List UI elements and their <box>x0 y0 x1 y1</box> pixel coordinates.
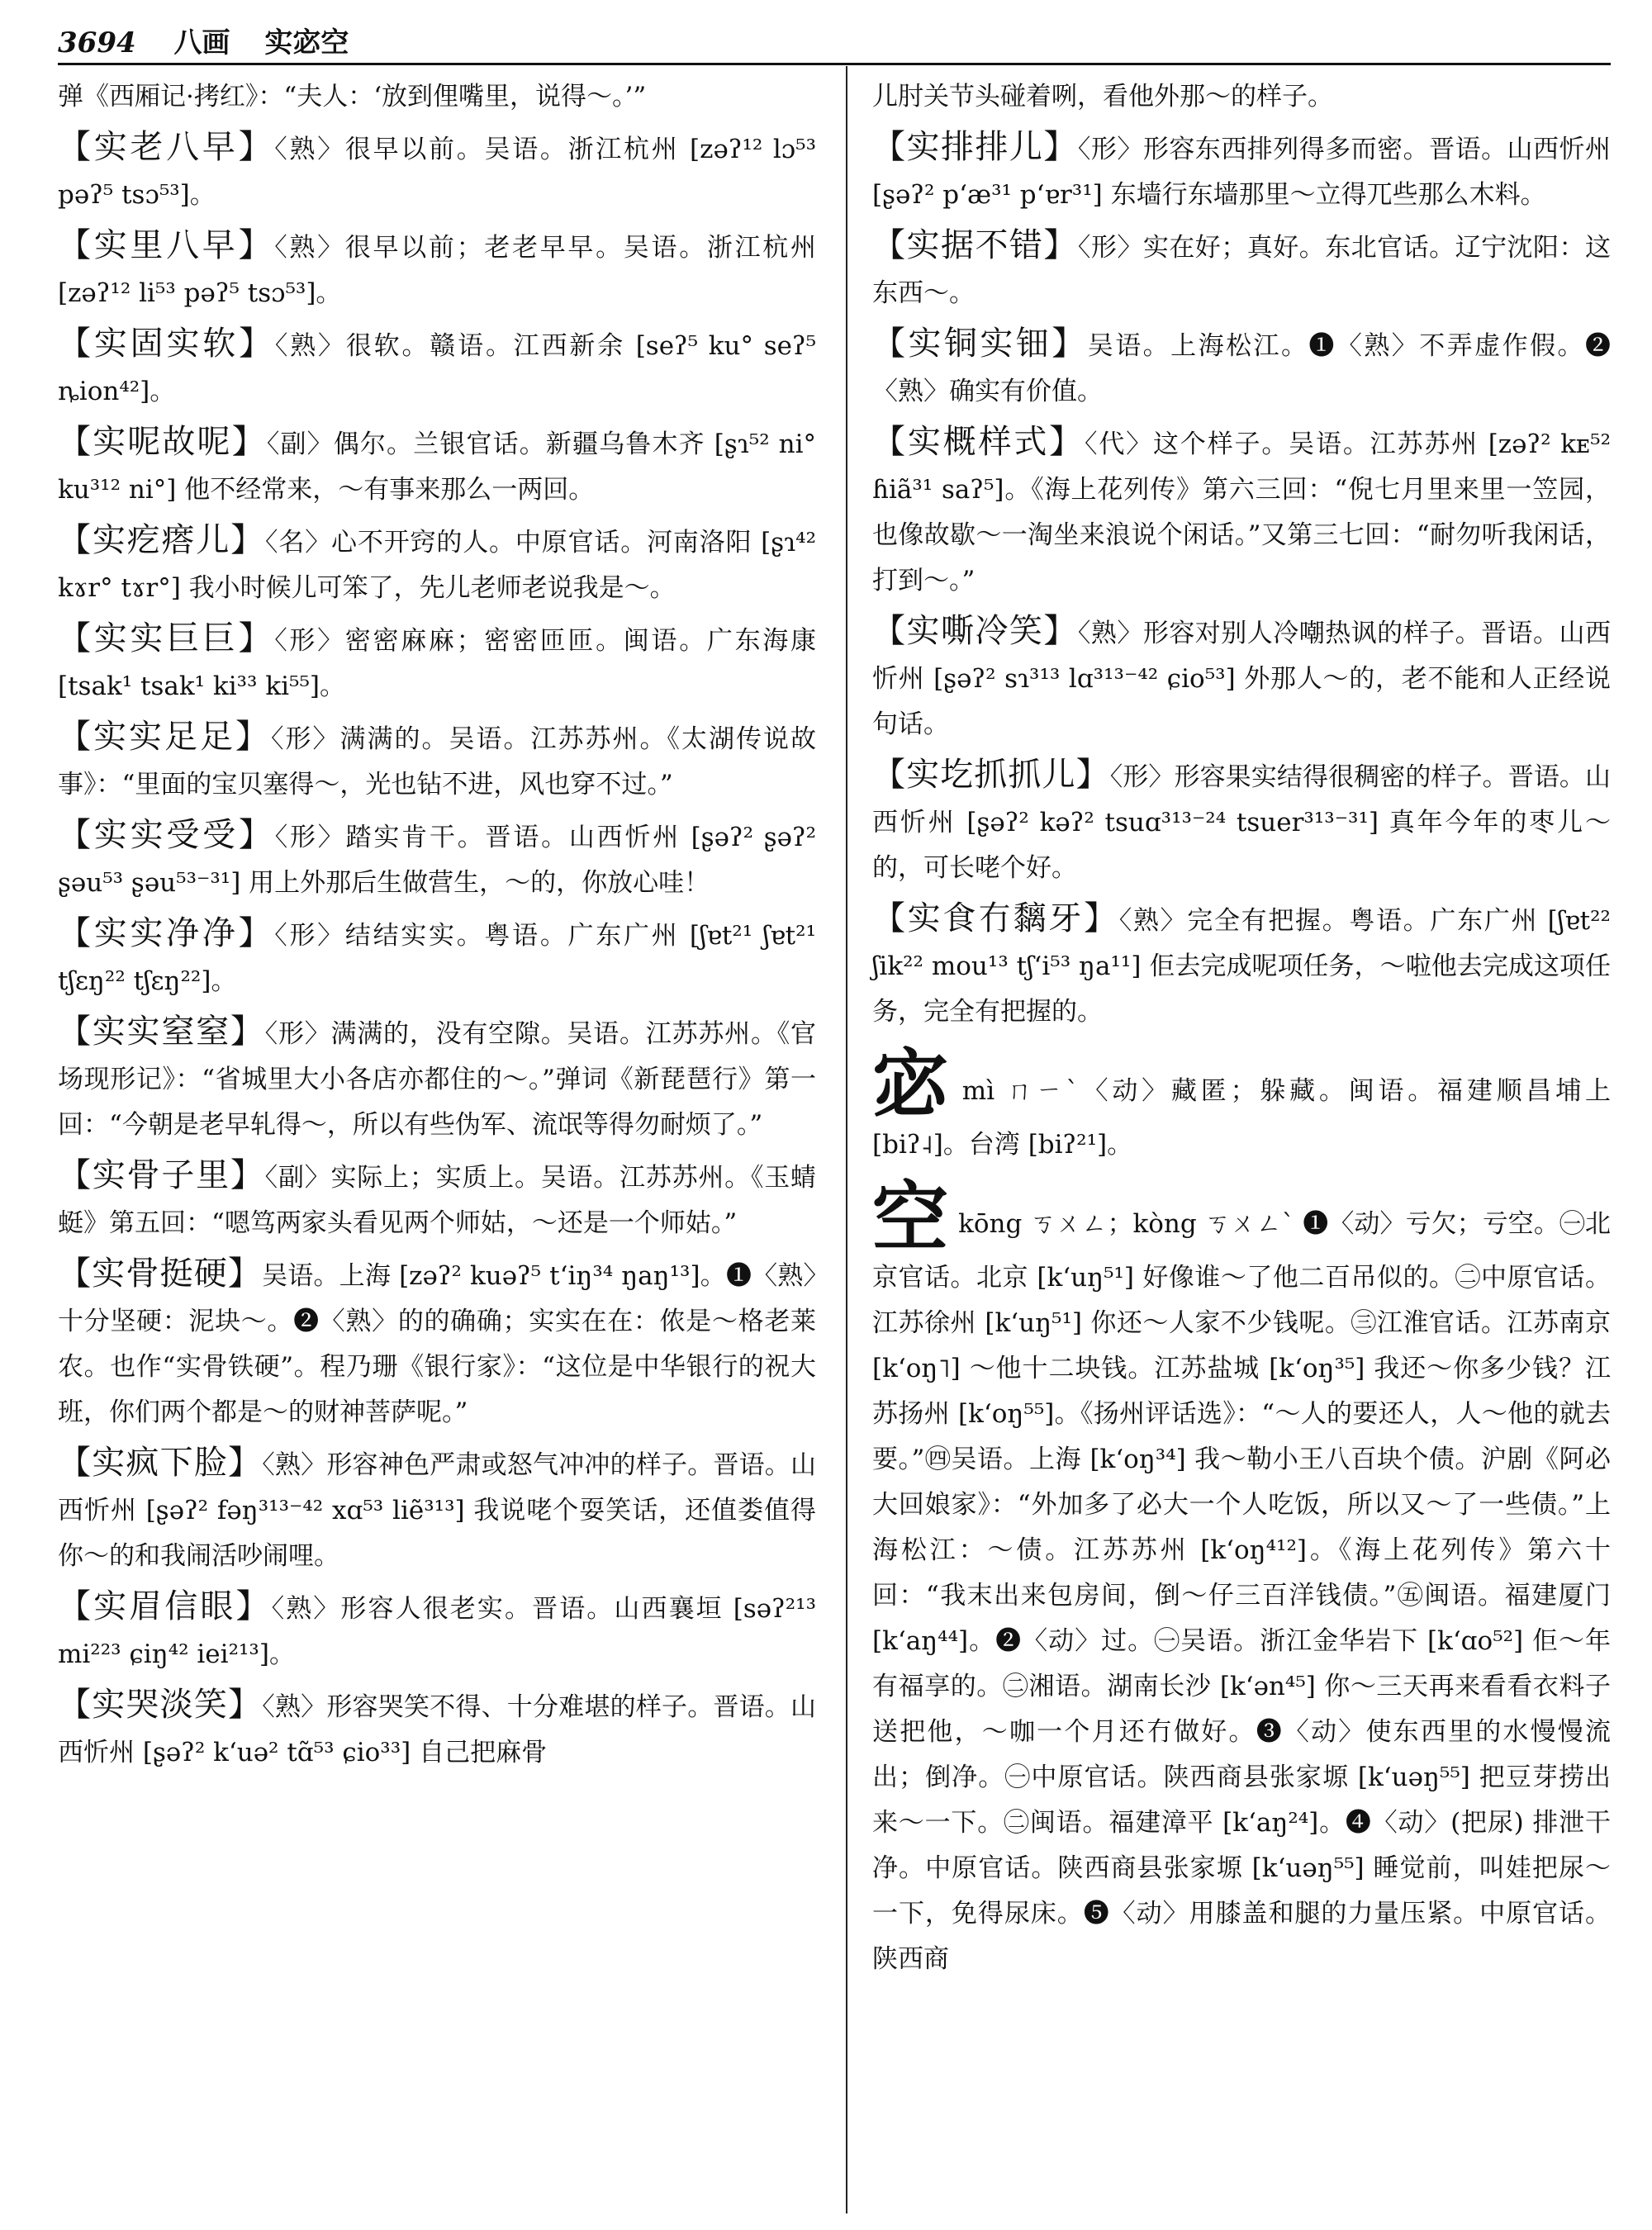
entry-headword: 【实疯下脸】 <box>58 1444 263 1482</box>
entry-continuation <box>872 74 1611 120</box>
entry-headword: 【实眉信眼】 <box>58 1587 272 1625</box>
entry-headword: 【实嘶冷笑】 <box>872 612 1078 650</box>
entry-headword: 【实呢故呢】 <box>58 423 267 461</box>
entry <box>58 223 816 316</box>
entry <box>58 911 816 1004</box>
entry <box>872 420 1611 604</box>
entry-headword: 【实骨挺硬】 <box>58 1255 263 1293</box>
entry-headword: 【实哭淡笑】 <box>58 1686 263 1724</box>
entry-text: 〈熟〉很早以前；老老早早。吴语。浙江杭州 [zəʔ¹² li⁵³ pəʔ⁵ tsɔ⁵³]。 <box>58 233 817 308</box>
entry <box>58 616 816 709</box>
entry <box>872 752 1611 891</box>
entry <box>872 321 1611 415</box>
entry-headword: 【实食冇黐牙】 <box>872 899 1119 937</box>
entry <box>872 609 1611 747</box>
entry-text: 〈熟〉很软。赣语。江西新余 [seʔ⁵ ku° seʔ⁵ ȵion⁴²]。 <box>58 331 816 406</box>
entry-headword: 【实圪抓抓儿】 <box>872 756 1110 794</box>
entry-text: 〈形〉满满的，没有空隙。吴语。江苏苏州。《官场现形记》：“省城里大小各店亦都住的～。”弹词《新琵琶行》第一回：“今朝是老早轧得～，所以有些伪军、流氓等得勿耐烦了。” <box>58 1019 817 1140</box>
entry <box>58 125 816 218</box>
entry-text: 〈熟〉很早以前。吴语。浙江杭州 [zəʔ¹² lɔ⁵³ pəʔ⁵ tsɔ⁵³]。 <box>58 135 816 210</box>
column-divider <box>846 66 847 2213</box>
right-column <box>872 74 1611 1992</box>
entry-headword: 【实里八早】 <box>58 226 275 264</box>
entry-headword: 【实骨子里】 <box>58 1156 265 1194</box>
entry-text: 〈形〉踏实肯干。晋语。山西忻州 [ʂəʔ² ʂəʔ² ʂəu⁵³ ʂəu⁵³⁻³¹] 用上外那后生做营生，～的，你放心哇！ <box>58 823 817 898</box>
char-headword: 空 <box>872 1173 949 1262</box>
entry-headword: 【实实净净】 <box>58 914 275 952</box>
entry-headword: 【实实受受】 <box>58 816 275 854</box>
entry-text: 〈熟〉形容哭笑不得、十分难堪的样子。晋语。山西忻州 [ʂəʔ² kʻuə² tɑ̃⁵³ ɕio³³] 自己把麻骨 <box>58 1692 817 1767</box>
entry <box>58 1584 816 1677</box>
entry-text: 吴语。上海 [zəʔ² kuəʔ⁵ tʻiŋ³⁴ ŋaŋ¹³]。❶〈熟〉十分坚硬：泥块～。❷〈熟〉的的确确；实实在在：侬是～格老莱农。也作“实骨铁硬”。程乃珊《银行家》：“这位是中华银行的祝大班，你们两个都是～的财神菩萨呢。” <box>58 1261 817 1427</box>
entry-text: 〈形〉密密麻麻；密密匝匝。闽语。广东海康 [tsak¹ tsak¹ ki³³ ki⁵⁵]。 <box>58 626 817 701</box>
entry <box>872 896 1611 1035</box>
entry <box>58 1440 816 1579</box>
page-number: 3694 <box>58 26 136 59</box>
entry-text: 〈熟〉形容对别人冷嘲热讽的样子。晋语。山西忻州 [ʂəʔ² sɿ³¹³ lɑ³¹³⁻⁴² ɕio⁵³] 外那人～的，老不能和人正经说句话。 <box>872 619 1612 739</box>
entry-text: 〈熟〉完全有把握。粤语。广东广州 [ʃɐt²² ʃik²² mou¹³ tʃʻi⁵³ ŋa¹¹] 佢去完成呢项任务，～啦他去完成这项任务，完全有把握的。 <box>872 906 1611 1027</box>
entry-text: 〈形〉结结实实。粤语。广东广州 [ʃɐt²¹ ʃɐt²¹ tʃɛŋ²² tʃɛŋ²²]。 <box>58 921 816 996</box>
entry-text: 〈代〉这个样子。吴语。江苏苏州 [zəʔ² kᴇ⁵² ɦiã³¹ saʔ⁵]。《海上花列传》第六三回：“倪七月里来里一笠园，也像故歇～一淘坐来浪说个闲话。”又第三七回：“耐勿听我闲话，打到～。” <box>872 429 1612 595</box>
entry-text: 〈形〉形容果实结得很稠密的样子。晋语。山西忻州 [ʂəʔ² kəʔ² tsuɑ³¹³⁻²⁴ tsuer³¹³⁻³¹] 真年今年的枣儿～的，可长咾个好。 <box>872 762 1612 883</box>
entry <box>872 125 1611 218</box>
entry-text: 〈熟〉形容人很老实。晋语。山西襄垣 [səʔ²¹³ mi²²³ ɕiŋ⁴² iei²¹³]。 <box>58 1594 817 1669</box>
entry-headword: 【实实巨巨】 <box>58 619 275 657</box>
entry-headword: 【实据不错】 <box>872 226 1078 264</box>
entry <box>58 321 816 415</box>
entry-headword: 【实铜实钿】 <box>872 325 1088 363</box>
char-entry-text: mì ㄇㄧˋ〈动〉藏匿；躲藏。闽语。福建顺昌埔上 [biʔ˨]。台湾 [biʔ²¹]。 <box>872 1076 1611 1160</box>
entry-text: 〈形〉满满的。吴语。江苏苏州。《太湖传说故事》：“里面的宝贝塞得～，光也钻不进，风也穿不过。” <box>58 724 816 799</box>
char-headword: 宓 <box>872 1040 952 1129</box>
entry <box>58 1682 816 1776</box>
entry <box>58 518 816 611</box>
entry-text: 吴语。上海松江。❶〈熟〉不弄虚作假。❷〈熟〉确实有价值。 <box>872 331 1611 406</box>
page-header <box>58 20 1611 61</box>
entry-headword: 【实排排儿】 <box>872 128 1078 166</box>
entry-headword: 【实疙瘩儿】 <box>58 521 266 559</box>
header-rule <box>58 63 1611 65</box>
entry <box>58 1153 816 1246</box>
entry-text: 〈名〉心不开窍的人。中原官话。河南洛阳 [ʂɿ⁴² kɤr° tɤr°] 我小时候儿可笨了，先儿老师老说我是～。 <box>58 528 817 603</box>
entry-headword: 【实老八早】 <box>58 128 275 166</box>
entry-headword: 【实固实软】 <box>58 325 275 363</box>
entry-text: 〈副〉实际上；实质上。吴语。江苏苏州。《玉蜻蜓》第五回：“嗯笃两家头看见两个师姑，～还是一个师姑。” <box>58 1163 817 1238</box>
header-chars: 实宓空 <box>264 26 349 59</box>
entry <box>58 813 816 906</box>
char-entry <box>872 1173 1611 1982</box>
entry-headword: 【实概样式】 <box>872 423 1085 461</box>
char-entry-text: kōng ㄎㄨㄥ；kòng ㄎㄨㄥˋ ❶〈动〉亏欠；亏空。㊀北京官话。北京 [kʻuŋ⁵¹] 好像谁～了他二百吊似的。㊁中原官话。江苏徐州 [kʻuŋ⁵¹] 你还～人家不少钱呢。㊂江淮官话。江苏南京 [kʻoŋ˥] ～他十二块钱。江苏盐城 [kʻoŋ³⁵] 我还～你多少钱？江苏扬州 [kʻoŋ⁵⁵]。《扬州评话选》：“～人的要还人，人～他的就去要。”㊃吴语。上海 [kʻoŋ³⁴] 我～勒小王八百块个债。沪剧《阿必大回娘家》：“外加多了必大一个人吃饭，所以又～了一些债。”上海松江：～债。江苏苏州 [kʻoŋ⁴¹²]。《海上花列传》第六十回：“我末出来包房间，倒～仔三百洋钱债。”㊄闽语。福建厦门 [kʻaŋ⁴⁴]。❷〈动〉过。㊀吴语。浙江金华岩下 [kʻɑo⁵²] 佢～年有福享的。㊁湘语。湖南长沙 [kʻən⁴⁵] 你～三天再来看看衣料子送把他，～咖一个月还冇做好。❸〈动〉使东西里的水慢慢流出；倒净。㊀中原官话。陕西商县张家塬 [kʻuəŋ⁵⁵] 把豆芽捞出来～一下。㊁闽语。福建漳平 [kʻaŋ²⁴]。❹〈动〉(把尿) 排泄干净。中原官话。陕西商县张家塬 [kʻuəŋ⁵⁵] 睡觉前，叫娃把尿～一下，免得尿床。❺〈动〉用膝盖和腿的力量压紧。中原官话。陕西商 <box>872 1209 1611 1974</box>
header-section: 八画 <box>173 26 230 59</box>
entry <box>58 714 816 808</box>
entry-text: 儿肘关节头碰着咧，看他外那～的样子。 <box>872 82 1333 112</box>
entry <box>58 1251 816 1435</box>
entry-headword: 【实实足足】 <box>58 718 271 756</box>
left-column <box>58 74 816 1781</box>
entry <box>872 223 1611 316</box>
char-entry <box>872 1040 1611 1168</box>
entry <box>58 1009 816 1148</box>
entry-text: 弹《西厢记·拷红》：“夫人：‘放到俚嘴里，说得～。’” <box>58 82 647 112</box>
entry-text: 〈形〉实在好；真好。东北官话。辽宁沈阳：这东西～。 <box>872 233 1612 308</box>
entry-headword: 【实实窒窒】 <box>58 1013 265 1051</box>
entry-text: 〈熟〉形容神色严肃或怒气冲冲的样子。晋语。山西忻州 [ʂəʔ² fəŋ³¹³⁻⁴² xɑ⁵³ liẽ³¹³] 我说咾个耍笑话，还值娄值得你～的和我闹活吵闹哩。 <box>58 1450 817 1571</box>
entry <box>58 420 816 513</box>
entry-text: 〈副〉偶尔。兰银官话。新疆乌鲁木齐 [ʂɿ⁵² ni° ku³¹² ni°] 他不经常来，～有事来那么一两回。 <box>58 429 816 505</box>
entry-text: 〈形〉形容东西排列得多而密。晋语。山西忻州 [ʂəʔ² pʻæ³¹ pʻɐr³¹] 东墙行东墙那里～立得兀些那么木料。 <box>872 135 1612 210</box>
entry-continuation <box>58 74 816 120</box>
